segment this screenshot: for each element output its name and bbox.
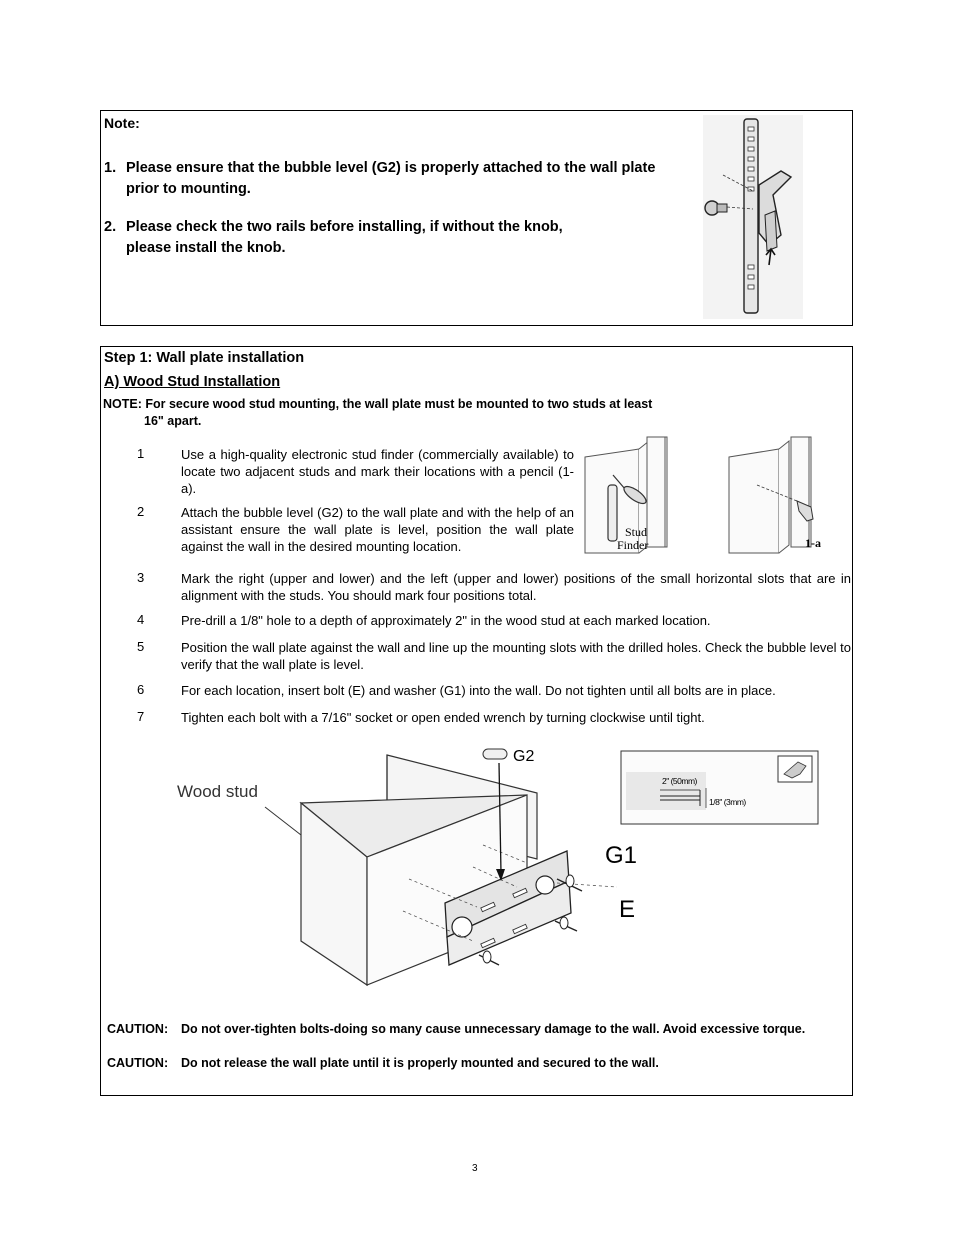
stud-spacing-note-line2: 16" apart. <box>144 414 202 428</box>
instruction-number: 1 <box>137 446 145 461</box>
note-item <box>104 217 594 259</box>
instruction-text: Position the wall plate against the wall and line up the mounting slots with the drilled holes. Check the bubble level to verify that the wall plate is level. <box>181 640 851 672</box>
instruction-number: 7 <box>137 709 145 724</box>
e-label: E <box>619 896 636 923</box>
step-title: Step 1: Wall plate installation <box>104 350 305 366</box>
stud-spacing-note <box>103 396 723 430</box>
instruction-number: 5 <box>137 639 145 654</box>
note-item-text: Please ensure that the bubble level (G2) is properly attached to the wall plate prior to mounting. <box>126 160 656 197</box>
instruction-text: Attach the bubble level (G2) to the wall plate and with the help of an assistant ensure the wall plate is level, position the wall plate against the wall in the desired mounting location. <box>181 505 574 554</box>
instruction-text: Mark the right (upper and lower) and the left (upper and lower) positions of the small horizontal slots that are in alignment with the studs. You should mark four positions total. <box>181 571 851 603</box>
note-item-number: 1. <box>104 160 117 176</box>
note-item-number: 2. <box>104 219 117 235</box>
instruction-text: Use a high-quality electronic stud finder (commercially available) to locate two adjacent studs and mark their locations with a pencil (1-a). <box>181 447 574 496</box>
instruction-number: 6 <box>137 682 145 697</box>
g1-label: G1 <box>605 842 638 869</box>
wood-stud-label: Wood stud <box>177 782 258 801</box>
caution-text: Do not release the wall plate until it is properly mounted and secured to the wall. <box>181 1056 659 1070</box>
figure-label-1a: 1-a <box>805 536 821 550</box>
instruction-text: Pre-drill a 1/8" hole to a depth of approximately 2" in the wood stud at each marked location. <box>181 613 711 628</box>
caution-label: CAUTION: <box>107 1056 169 1070</box>
caution-label: CAUTION: <box>107 1022 169 1036</box>
instruction-text: Tighten each bolt with a 7/16" socket or open ended wrench by turning clockwise until tight. <box>181 710 705 725</box>
stud-label: Stud <box>625 525 648 539</box>
rail-knob-illustration <box>703 115 803 319</box>
note-item-text: Please check the two rails before installing, if without the knob, please install the knob. <box>126 219 563 256</box>
drill-depth-inset <box>620 750 820 826</box>
page-number: 3 <box>472 1163 478 1174</box>
step-box <box>100 346 853 1096</box>
instruction-number: 2 <box>137 504 145 519</box>
drill-diameter-label: 1/8" (3mm) <box>709 797 746 807</box>
note-box <box>100 110 853 326</box>
g2-label: G2 <box>513 748 535 765</box>
drill-depth-label: 2" (50mm) <box>662 776 697 786</box>
note-item <box>104 158 664 200</box>
stud-spacing-note-line1: NOTE: For secure wood stud mounting, the wall plate must be mounted to two studs at least <box>103 397 653 411</box>
note-title: Note: <box>104 115 140 131</box>
caution-text: Do not over-tighten bolts-doing so many cause unnecessary damage to the wall. Avoid excessive torque. <box>181 1022 806 1036</box>
finder-label: Finder <box>617 538 649 552</box>
instruction-text: For each location, insert bolt (E) and washer (G1) into the wall. Do not tighten until all bolts are in place. <box>181 683 776 698</box>
bubble-level-icon <box>483 749 507 759</box>
instruction-number: 3 <box>137 570 145 585</box>
section-subtitle: A) Wood Stud Installation <box>104 374 281 390</box>
instruction-number: 4 <box>137 612 145 627</box>
stud-finder-figure <box>579 435 847 557</box>
